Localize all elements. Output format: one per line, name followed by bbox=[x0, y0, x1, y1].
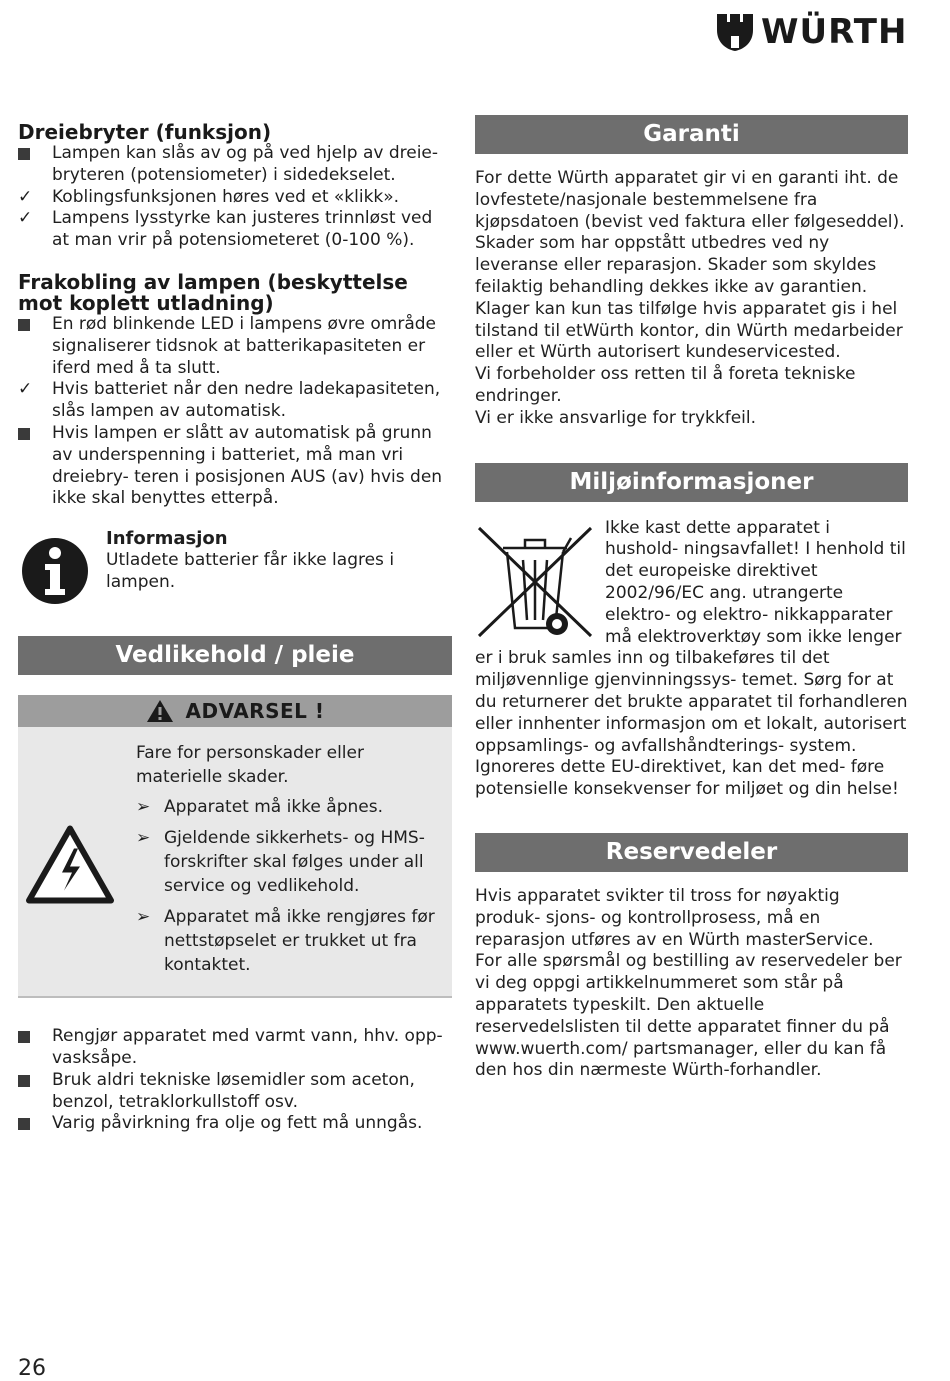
list-item bbox=[136, 826, 440, 898]
warning-content bbox=[136, 741, 440, 984]
square-bullet-icon bbox=[18, 314, 38, 338]
warning-list bbox=[136, 795, 440, 977]
list-item bbox=[18, 379, 452, 423]
square-bullet-icon bbox=[18, 423, 38, 447]
list-item bbox=[136, 795, 440, 819]
warning-box bbox=[18, 695, 452, 998]
check-mark-icon: ✓ bbox=[18, 186, 33, 207]
brand-logo bbox=[715, 12, 907, 52]
list-item bbox=[136, 905, 440, 977]
garanti-paragraph: For dette Würth apparatet gir vi en garanti iht. de lovfestete/nasjonale bestemmelsene fra kjøpsdatoen (bevist ved faktura eller følgeseddel). bbox=[475, 168, 905, 232]
list-item-text: Gjeldende sikkerhets- og HMS- forskrifter skal følges under all service og vedlikehold. bbox=[164, 828, 425, 897]
list-item-text: Varig påvirkning fra olje og fett må unngås. bbox=[52, 1113, 423, 1134]
check-mark-icon: ✓ bbox=[18, 379, 33, 400]
list-item bbox=[18, 423, 452, 510]
square-bullet-icon bbox=[18, 1070, 38, 1094]
check-mark-icon: ✓ bbox=[18, 208, 33, 229]
page-number: 26 bbox=[18, 1356, 46, 1381]
garanti-paragraph: Vi forbeholder oss retten til å foreta tekniske endringer. bbox=[475, 364, 856, 406]
heading-miljo: Miljøinformasjoner bbox=[475, 463, 908, 502]
info-box bbox=[18, 528, 452, 608]
list-item-text: Rengjør apparatet med varmt vann, hhv. opp- vasksåpe. bbox=[52, 1026, 443, 1068]
miljo-text: Ikke kast dette apparatet i hushold- ningsavfallet! I henhold til det europeiske direktivet 2002/96/EC ang. utrangerte elektro- og elektro- nikkapparater må elektroverktøy som ikke lenger er i bruk samles inn og tilbakeføres til det miljøvennlige gjenvinningssys- temet. Sørg for at du returnerer det brukte apparatet til forhandleren eller innhenter informasjon om et lokalt, autorisert oppsamlings- og avfallshåndterings- system. Ignoreres dette EU-direktivet, kan det med- føre potensielle konsekvenser for miljøet og din helse! bbox=[475, 517, 908, 800]
right-column bbox=[475, 115, 908, 1082]
maintenance-list bbox=[18, 1026, 452, 1135]
list-item bbox=[18, 1070, 452, 1114]
info-content bbox=[106, 528, 452, 608]
list-item bbox=[18, 208, 452, 252]
electric-shock-icon bbox=[26, 745, 114, 984]
list-item-text: Apparatet må ikke åpnes. bbox=[164, 797, 383, 818]
warning-header bbox=[18, 695, 452, 727]
heading-vedlikehold: Vedlikehold / pleie bbox=[18, 636, 452, 675]
crossed-out-bin-icon bbox=[475, 520, 595, 640]
reservedeler-body bbox=[475, 886, 908, 1082]
heading-reservedeler: Reservedeler bbox=[475, 833, 908, 872]
dreiebryter-list bbox=[18, 143, 452, 252]
square-bullet-icon bbox=[18, 1026, 38, 1050]
list-item-text: Lampen kan slås av og på ved hjelp av dreie- bryteren (potensiometer) i sidedekselet. bbox=[52, 143, 439, 185]
left-column bbox=[18, 122, 452, 1135]
square-bullet-icon bbox=[18, 1113, 38, 1137]
section-title-frakobling: Frakobling av lampen (beskyttelse mot koplett utladning) bbox=[18, 269, 408, 315]
wuerth-logo-icon bbox=[715, 12, 755, 52]
list-item-text: Lampens lysstyrke kan justeres trinnløst ved at man vrir på potensiometeret (0-100 %). bbox=[52, 208, 433, 251]
list-item bbox=[18, 1113, 452, 1135]
warning-label: ADVARSEL ! bbox=[185, 699, 325, 724]
miljo-body bbox=[475, 518, 908, 801]
list-item bbox=[18, 314, 452, 379]
reservedeler-paragraph: For alle spørsmål og bestilling av reservedeler ber vi deg oppgi artikkelnummeret som står på apparatets typeskilt. Den aktuelle reservedelslisten til dette apparatet finner du på www.wuerth.com/ partsmanager, eller du kan få den hos din nærmeste Würth-forhandler. bbox=[475, 951, 902, 1081]
section-title-dreiebryter: Dreiebryter (funksjon) bbox=[18, 120, 272, 144]
garanti-paragraph: Vi er ikke ansvarlige for trykkfeil. bbox=[475, 407, 756, 428]
warning-body bbox=[18, 727, 452, 996]
list-item-text: Bruk aldri tekniske løsemidler som aceton, benzol, tetraklorkullstoff osv. bbox=[52, 1069, 415, 1112]
reservedeler-paragraph: Hvis apparatet svikter til tross for nøyaktig produk- sjons- og kontrollprosess, må en reparasjon utføres av en Würth masterService. bbox=[475, 885, 874, 950]
info-text: Utladete batterier får ikke lagres i lampen. bbox=[106, 550, 395, 592]
arrow-bullet-icon: ➢ bbox=[136, 797, 151, 818]
list-item-text: Hvis lampen er slått av automatisk på grunn av underspenning i batteriet, må man vri dreiebry- teren i posisjonen AUS (av) hvis den ikke skal benyttes etterpå. bbox=[52, 422, 443, 509]
arrow-bullet-icon: ➢ bbox=[136, 907, 151, 928]
list-item-text: Hvis batteriet når den nedre ladekapasiteten, slås lampen av automatisk. bbox=[52, 379, 441, 422]
square-bullet-icon bbox=[18, 143, 38, 167]
garanti-body bbox=[475, 168, 908, 430]
info-title: Informasjon bbox=[106, 528, 228, 550]
warning-triangle-icon bbox=[146, 699, 174, 723]
frakobling-list bbox=[18, 314, 452, 510]
list-item bbox=[18, 187, 452, 209]
list-item-text: En rød blinkende LED i lampens øvre område signaliserer tidsnok at batterikapasiteten er iferd med å ta slutt. bbox=[52, 313, 437, 378]
warning-lead: Fare for personskader eller materielle skader. bbox=[136, 743, 364, 788]
list-item-text: Koblingsfunksjonen høres ved et «klikk». bbox=[52, 186, 400, 207]
heading-garanti: Garanti bbox=[475, 115, 908, 154]
garanti-paragraph: Skader som har oppstått utbedres ved ny leveranse eller reparasjon. Skader som skyldes feilaktig behandling dekkes ikke av garantien. Klager kan kun tas tilfølge hvis apparatet gis i hel tilstand til etWürth kontor, din Würth medarbeider eller et Würth autorisert kundeservicested. bbox=[475, 233, 903, 363]
arrow-bullet-icon: ➢ bbox=[136, 828, 151, 849]
list-item bbox=[18, 1026, 452, 1070]
info-icon bbox=[18, 534, 92, 608]
list-item bbox=[18, 143, 452, 187]
list-item-text: Apparatet må ikke rengjøres før nettstøpselet er trukket ut fra kontaktet. bbox=[164, 907, 435, 976]
brand-name: WÜRTH bbox=[761, 12, 908, 52]
